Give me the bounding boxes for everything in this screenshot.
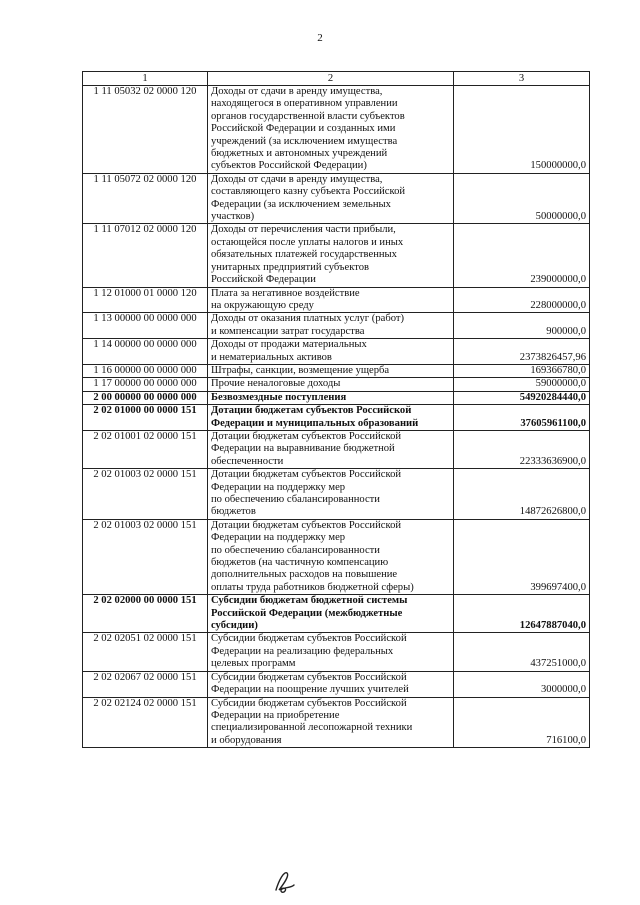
amount-value: 437251000,0 [454,633,590,671]
budget-code: 2 02 01001 02 0000 151 [83,430,208,468]
table-row [83,391,590,404]
budget-code: 1 11 07012 02 0000 120 [83,224,208,287]
revenue-name [208,339,454,365]
table-row [83,405,590,431]
column-header-code: 1 [83,72,208,86]
table-header-row [83,72,590,86]
amount-value: 3000000,0 [454,671,590,697]
revenue-name-line: Доходы от сдачи в аренду имущества, [211,173,383,185]
revenue-name-line: Штрафы, санкции, возмещение ущерба [211,364,390,376]
budget-code: 2 02 02067 02 0000 151 [83,671,208,697]
amount-value: 12647887040,0 [454,595,590,633]
table-row [83,173,590,224]
revenue-name [208,391,454,404]
table-row [83,430,590,468]
revenue-name-line: по обеспечению сбалансированности [211,494,380,505]
page-number: 2 [317,32,323,44]
revenue-name [208,430,454,468]
revenue-name-line: унитарных предприятий субъектов [211,261,369,273]
table-row [83,86,590,174]
budget-code: 1 12 01000 01 0000 120 [83,287,208,313]
amount-value: 2373826457,96 [454,339,590,365]
revenue-name-line: Дотации бюджетам субъектов Российской [211,405,412,417]
table-row [83,697,590,748]
revenue-name-line: по обеспечению сбалансированности [211,544,380,556]
revenue-name-line: составляющего казну субъекта Российской [211,186,406,198]
budget-code: 2 02 02051 02 0000 151 [83,633,208,671]
revenue-name-line: бюджетных и автономных учреждений [211,148,388,160]
revenue-name [208,469,454,520]
amount-value: 37605961100,0 [454,405,590,431]
budget-revenue-table [82,71,590,748]
revenue-name-line: органов государственной власти субъектов [211,110,405,122]
budget-code: 1 16 00000 00 0000 000 [83,364,208,377]
column-header-amount: 3 [454,72,590,86]
budget-code: 1 17 00000 00 0000 000 [83,378,208,391]
amount-value: 14872626800,0 [454,469,590,520]
revenue-name-line: Доходы от оказания платных услуг (работ) [211,313,405,325]
table-row [83,671,590,697]
budget-code: 1 11 05072 02 0000 120 [83,173,208,224]
budget-code: 1 11 05032 02 0000 120 [83,86,208,174]
table-row [83,519,590,594]
amount-value: 54920284440,0 [454,391,590,404]
amount-value: 716100,0 [454,697,590,748]
revenue-name-line: Федерации на реализацию федеральных [211,645,394,657]
budget-code: 2 02 01003 02 0000 151 [83,469,208,520]
revenue-name [208,519,454,594]
budget-code: 2 00 00000 00 0000 000 [83,391,208,404]
table-row [83,469,590,520]
revenue-name-line: бюджетов [211,506,256,518]
revenue-name-line: обязательных платежей государственных [211,249,397,261]
table-row [83,313,590,339]
revenue-name-line: учреждений (за исключением имущества [211,135,398,147]
revenue-name [208,697,454,748]
revenue-name-line: Дотации бюджетам субъектов Российской [211,469,402,481]
revenue-name [208,364,454,377]
amount-value: 150000000,0 [454,86,590,174]
column-header-name: 2 [208,72,454,86]
revenue-name [208,378,454,391]
revenue-name-line: Дотации бюджетам субъектов Российской [211,519,402,531]
revenue-name-line: участков) [211,211,255,223]
revenue-name-line: Субсидии бюджетам субъектов Российской [211,633,407,645]
revenue-name-line: субъектов Российской Федерации) [211,160,367,172]
table-row [83,224,590,287]
amount-value: 900000,0 [454,313,590,339]
amount-value: 22333636900,0 [454,430,590,468]
revenue-name [208,595,454,633]
amount-value: 239000000,0 [454,224,590,287]
revenue-name-line: Прочие неналоговые доходы [211,378,341,390]
revenue-name [208,173,454,224]
revenue-name-line: и оборудования [211,734,282,746]
table-row [83,595,590,633]
revenue-name-line: Безвозмездные поступления [211,391,347,403]
revenue-name-line: Российской Федерации [211,274,316,286]
revenue-name-line: оплаты труда работников бюджетной сферы) [211,581,414,593]
revenue-name-line: остающейся после уплаты налогов и иных [211,236,404,248]
revenue-name-line: Доходы от перечисления части прибыли, [211,224,396,236]
revenue-name-line: бюджетов (на частичную компенсацию [211,557,389,569]
amount-value: 169366780,0 [454,364,590,377]
amount-value: 50000000,0 [454,173,590,224]
revenue-name [208,287,454,313]
table-row [83,364,590,377]
revenue-name-line: Субсидии бюджетам субъектов Российской [211,671,407,683]
budget-code: 2 02 02124 02 0000 151 [83,697,208,748]
revenue-name-line: дополнительных расходов на повышение [211,569,398,581]
revenue-name [208,405,454,431]
budget-code: 2 02 02000 00 0000 151 [83,595,208,633]
budget-code: 2 02 01003 02 0000 151 [83,519,208,594]
budget-code: 1 14 00000 00 0000 000 [83,339,208,365]
revenue-name-line: Федерации на приобретение [211,709,340,721]
table-row [83,339,590,365]
revenue-name-line: Доходы от сдачи в аренду имущества, [211,86,383,97]
revenue-name-line: Федерации на поощрение лучших учителей [211,684,409,696]
revenue-name-line: и нематериальных активов [211,351,332,363]
revenue-name [208,313,454,339]
revenue-name-line: Федерации на поддержку мер [211,532,346,544]
revenue-name-line: Доходы от продажи материальных [211,339,367,351]
revenue-name-line: целевых программ [211,658,296,670]
revenue-name [208,86,454,174]
revenue-name-line: Федерации (за исключением земельных [211,198,391,210]
revenue-name-line: обеспеченности [211,455,284,467]
table-body [83,86,590,748]
revenue-name [208,224,454,287]
amount-value: 228000000,0 [454,287,590,313]
revenue-name-line: специализированной лесопожарной техники [211,722,413,734]
handwritten-initial [270,868,298,894]
revenue-name-line: субсидии) [211,620,258,632]
revenue-name [208,671,454,697]
revenue-name-line: Федерации на выравнивание бюджетной [211,443,395,455]
revenue-name-line: находящегося в оперативном управлении [211,98,398,110]
revenue-name-line: на окружающую среду [211,299,314,311]
amount-value: 399697400,0 [454,519,590,594]
table-row [83,633,590,671]
revenue-name-line: Субсидии бюджетам субъектов Российской [211,697,407,709]
revenue-name-line: Субсидии бюджетам бюджетной системы [211,595,408,607]
revenue-name-line: Плата за негативное воздействие [211,287,360,299]
budget-code: 1 13 00000 00 0000 000 [83,313,208,339]
revenue-name-line: Федерации и муниципальных образований [211,417,419,429]
amount-value: 59000000,0 [454,378,590,391]
revenue-name-line: Федерации на поддержку мер [211,481,346,493]
revenue-name-line: Российской Федерации (межбюджетные [211,607,403,619]
revenue-name-line: Российской Федерации и созданных ими [211,123,396,135]
budget-code: 2 02 01000 00 0000 151 [83,405,208,431]
table-row [83,287,590,313]
table-row [83,378,590,391]
revenue-name-line: Дотации бюджетам субъектов Российской [211,430,402,442]
revenue-name [208,633,454,671]
revenue-name-line: и компенсации затрат государства [211,325,365,337]
